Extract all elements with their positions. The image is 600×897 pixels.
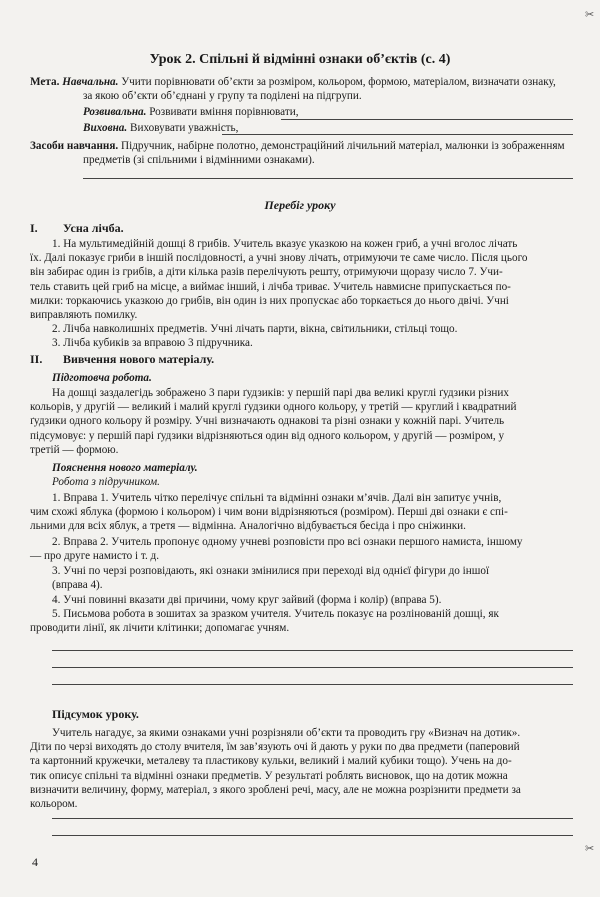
para-line: — про друге намисто і т. д. <box>30 550 160 563</box>
goal-edu-text-2: за якою об’єкти об’єднані у групу та поділені на підгрупи. <box>83 90 362 102</box>
para-line: На дошці заздалегідь зображено 3 пари ґудзиків: у першій парі два великі круглі ґудзики різних <box>52 387 509 399</box>
para-line: 3. Учні по черзі розповідають, які ознаки змінилися при переході від однієї фігури до іншої <box>52 565 490 577</box>
textbook-exercise-5 <box>30 607 575 635</box>
teaching-means <box>30 140 580 154</box>
section-2-number: II. <box>30 352 43 366</box>
course-heading: Перебіг уроку <box>264 198 336 212</box>
section-1-number: I. <box>30 221 38 235</box>
goal-dev-text: Розвивати вміння порівнювати, <box>149 106 299 118</box>
fill-line <box>52 818 573 819</box>
section-2-heading <box>30 352 214 367</box>
explanation-subheading: Робота з підручником. <box>52 476 160 488</box>
goal-label: Мета. <box>30 76 60 88</box>
para-line: тик описує спільні та відмінні ознаки предметів. У результаті роблять висновок, що на дотик можна <box>30 769 508 782</box>
section-2-title: Вивчення нового матеріалу. <box>63 352 215 366</box>
textbook-exercise-3 <box>30 564 575 592</box>
fill-line <box>222 134 573 135</box>
para-line: Учитель нагадує, за якими ознаками учні розрізняли об’єкти та проводить гру «Визнач на дотик». <box>52 727 521 739</box>
exercise-2: 2. Лічба навколишніх предметів. Учні лічать парти, вікна, світильники, стільці тощо. <box>52 323 458 335</box>
fill-line <box>83 178 573 179</box>
means-label: Засоби навчання. <box>30 140 119 152</box>
para-line: проводити лінії, як лічити клітинки; допомагає учням. <box>30 622 290 635</box>
para-line: кольорів, у другій — великий і малий круглі ґудзики одного кольору, у третій — круглий і квадратний <box>30 401 517 414</box>
para-line: він забирає один із грибів, а діти кілька разів перелічують решту, отримуючи щоразу число 7. Учи- <box>30 266 503 279</box>
goal-educational <box>30 76 575 90</box>
para-line: 5. Письмова робота в зошитах за зразком учителя. Учитель показує на розлінованій дошці, як <box>52 608 499 620</box>
goal-upb-label: Виховна. <box>83 122 128 134</box>
scissors-icon: ✂ <box>585 9 595 21</box>
fill-line <box>52 835 573 836</box>
exercise-3: 3. Лічба кубиків за вправою 3 підручника. <box>52 337 253 349</box>
textbook-exercise-2 <box>30 535 575 563</box>
para-line: третій — формою. <box>30 443 119 456</box>
para-line: та картонний кружечки, металеву та пластикову кульки, великий і малий кубики тощо). Учень на до- <box>30 755 512 768</box>
para-line: тель ставить цей гриб на місце, а виймає інший, і лічба триває. Учитель навмисне припускається по- <box>30 280 511 293</box>
goal-edu-text-1: Учити порівнювати об’єкти за розміром, кольором, формою, матеріалом, визначати ознаку, <box>121 76 556 88</box>
prep-paragraph <box>30 386 575 457</box>
para-line: (вправа 4). <box>52 579 103 592</box>
section-1-heading <box>30 221 124 236</box>
summary-heading: Підсумок уроку. <box>52 707 139 721</box>
exercise-1 <box>30 237 575 322</box>
para-line: ґудзики одного кольору й розміру. Учні визначають однакові та різні ознаки у кожній парі. Учитель <box>30 415 505 428</box>
page-number: 4 <box>32 855 38 869</box>
para-line: 2. Вправа 2. Учитель пропонує одному учневі розповісти про всі ознаки першого намиста, іншому <box>52 536 523 548</box>
scissors-icon: ✂ <box>585 843 595 855</box>
summary-paragraph <box>30 726 575 811</box>
means-text-2: предметів (зі спільними і відмінними ознаками). <box>83 154 315 166</box>
para-line: льними для всіх яблук, а третя — відмінна. Аналогічно відбувається бесіда і про сніжинки. <box>30 520 466 533</box>
textbook-exercise-1 <box>30 491 575 534</box>
para-line: виправляють помилку. <box>30 309 138 322</box>
para-line: милки: торкаючись указкою до грибів, він один із них пропускає або торкається до нього двічі. Учні <box>30 294 509 307</box>
fill-line <box>52 667 573 668</box>
para-line: кольором. <box>30 798 78 811</box>
fill-line <box>52 650 573 651</box>
para-line: визначити величину, форму, матеріал, з якого зроблені речі, масу, але не можна розрізнити предмети за <box>30 783 521 796</box>
goal-dev-label: Розвивальна. <box>83 106 147 118</box>
explanation-heading: Пояснення нового матеріалу. <box>52 462 198 474</box>
para-line: Діти по черзі виходять до столу вчителя, їм зав’язують очі й дають у руки по два предмети (паперовий <box>30 741 520 754</box>
prep-heading: Підготовча робота. <box>52 372 152 384</box>
section-1-title: Усна лічба. <box>63 221 124 235</box>
goal-developmental <box>83 106 299 120</box>
goal-edu-label: Навчальна. <box>62 76 119 88</box>
para-line: 1. На мультимедійній дошці 8 грибів. Учитель вказує указкою на кожен гриб, а учні вголос лічать <box>52 238 518 250</box>
means-text-1: Підручник, набірне полотно, демонстраційний лічильний матеріал, малюнки із зображенням <box>121 140 565 152</box>
para-line: підсумовує: у першій парі ґудзики відрізняються один від одного кольором, у другій — розміром, у <box>30 429 505 442</box>
fill-line <box>281 119 573 120</box>
goal-upbringing <box>83 122 238 136</box>
goal-upb-text: Виховувати уважність, <box>130 122 239 134</box>
fill-line <box>52 684 573 685</box>
lesson-title: Урок 2. Спільні й відмінні ознаки об’єктів (с. 4) <box>149 52 451 67</box>
textbook-exercise-4: 4. Учні повинні вказати дві причини, чому круг зайвий (форма і колір) (вправа 5). <box>52 594 442 606</box>
para-line: їх. Далі показує гриби в іншій послідовності, а учні знову лічать, отримуючи те саме число. Після цього <box>30 252 528 265</box>
para-line: 1. Вправа 1. Учитель чітко перелічує спільні та відмінні ознаки м’ячів. Далі він запитує учнів, <box>52 492 502 504</box>
para-line: чим схожі яблука (формою і кольором) і чим вони відрізняються (розміром). Перші дві ознаки є спі- <box>30 506 508 519</box>
